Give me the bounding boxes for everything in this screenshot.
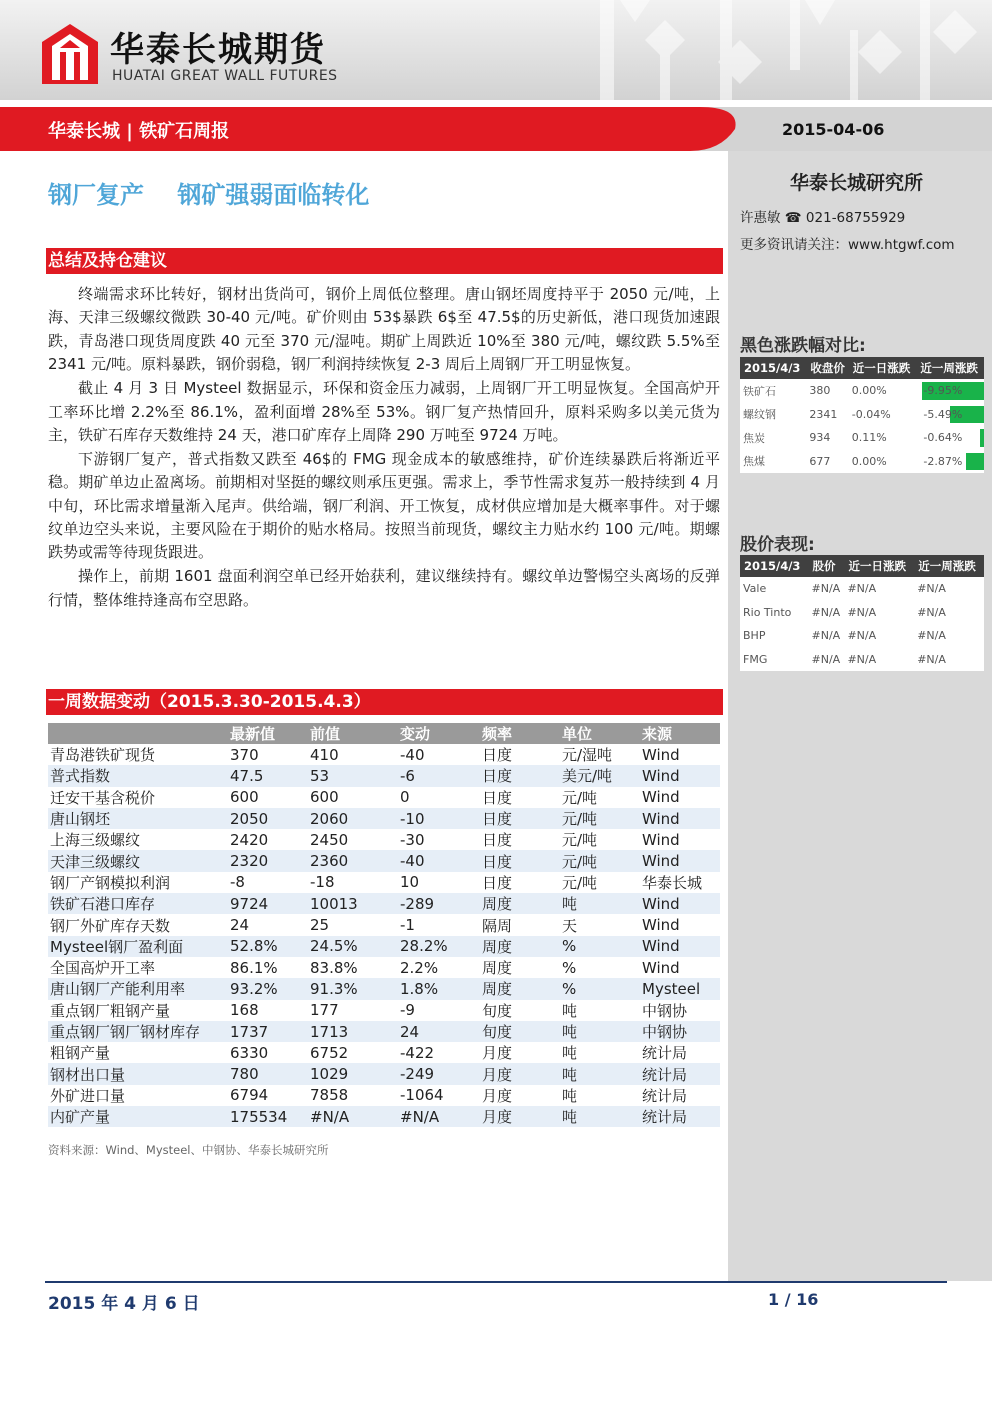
table-cell: 旬度	[480, 1021, 560, 1042]
report-tag: 华泰长城 | 铁矿石周报	[48, 121, 230, 142]
table-cell: 177	[310, 1001, 339, 1020]
table-cell: 168	[230, 1001, 259, 1020]
week-change-value: -9.95%	[923, 384, 963, 398]
table-cell: 380	[809, 384, 831, 398]
table-cell: 元/湿吨	[562, 746, 613, 765]
table-cell: 吨	[560, 893, 640, 914]
table-cell: #N/A	[811, 652, 841, 666]
table-cell: %	[560, 978, 640, 999]
footer-date: 2015 年 4 月 6 日	[48, 1294, 200, 1314]
table-row	[740, 577, 984, 601]
table-cell: 统计局	[640, 1063, 720, 1084]
table-cell: #N/A	[811, 582, 841, 596]
table-cell: 外矿进口量	[50, 1086, 126, 1105]
table-cell: -422	[400, 1043, 435, 1062]
table-row	[48, 850, 720, 871]
table-header: 2015/4/3	[740, 357, 806, 379]
table-cell: 83.8%	[310, 958, 358, 977]
table-cell: #N/A	[917, 629, 946, 643]
table-cell: 元/吨	[560, 850, 640, 871]
summary-body	[48, 283, 720, 613]
table-cell: 上海三级螺纹	[50, 831, 141, 850]
table-cell: 美元/吨	[560, 765, 640, 786]
table-cell: Wind	[640, 850, 720, 871]
week-change-bar	[966, 453, 984, 471]
table-cell: 周度	[480, 936, 560, 957]
table-cell: 元/吨	[562, 873, 598, 892]
table-cell: #N/A	[847, 652, 877, 666]
table-cell: 24.5%	[308, 936, 398, 957]
table-cell: #N/A	[847, 629, 877, 643]
week-change-cell	[916, 403, 984, 427]
table-cell: 吨	[562, 1086, 578, 1105]
black-comparison-table	[740, 357, 984, 473]
table-cell: 2.2%	[400, 958, 439, 977]
table-row	[48, 1063, 720, 1084]
table-cell: 日度	[480, 765, 560, 786]
table-cell: 47.5	[228, 765, 308, 786]
week-change-value: -5.49%	[923, 407, 963, 421]
table-cell: #N/A	[917, 605, 946, 619]
table-cell: 隔周	[482, 916, 513, 935]
table-cell: -30	[400, 830, 425, 849]
table-cell: 旬度	[482, 1001, 513, 1020]
table-cell: 93.2%	[228, 978, 308, 999]
table-cell: 52.8%	[228, 936, 308, 957]
table-row	[48, 744, 720, 765]
table-cell: 2050	[228, 808, 308, 829]
table-cell: 天	[562, 916, 578, 935]
table-cell: 元/吨	[562, 831, 598, 850]
table-cell: 月度	[482, 1086, 513, 1105]
table-header: 前值	[308, 723, 398, 744]
table-cell: -1064	[400, 1086, 444, 1105]
table-cell: 粗钢产量	[50, 1044, 111, 1063]
table-cell: Wind	[640, 765, 720, 786]
table-header: 频率	[480, 723, 560, 744]
table-cell: 2420	[230, 830, 269, 849]
table-cell: 1737	[228, 1021, 308, 1042]
table-cell: 唐山钢坯	[48, 808, 228, 829]
data-source-note: 资料来源：Wind、Mysteel、中钢协、华泰长城研究所	[48, 1143, 329, 1157]
table-cell: #N/A	[811, 629, 841, 643]
sidebar	[728, 151, 992, 1281]
table-cell: Vale	[743, 582, 767, 596]
table-cell: 月度	[482, 1044, 513, 1063]
table-cell: 吨	[560, 1063, 640, 1084]
company-logo-icon	[42, 24, 98, 84]
table-cell: 1029	[308, 1063, 398, 1084]
table-cell: 175534	[228, 1106, 308, 1127]
table-cell: 月度	[480, 1063, 560, 1084]
page-number: 1 / 16	[768, 1290, 819, 1309]
table-cell: BHP	[743, 629, 766, 643]
table-cell: -9	[400, 1001, 415, 1020]
brand-name-en: HUATAI GREAT WALL FUTURES	[112, 68, 338, 84]
table-cell: %	[560, 936, 640, 957]
table-cell: Mysteel	[640, 978, 720, 999]
table-header: 2015/4/3	[740, 555, 809, 577]
table-cell: 0	[400, 788, 410, 807]
table-cell: 677	[809, 454, 831, 468]
week-change-value: -0.64%	[923, 431, 963, 445]
table-cell: #N/A	[398, 1106, 480, 1127]
table-cell: 600	[310, 788, 339, 807]
table-cell: 中钢协	[640, 1021, 720, 1042]
table-cell: Wind	[640, 808, 720, 829]
table-row	[48, 1021, 720, 1042]
table-row	[740, 403, 984, 427]
table-cell: 日度	[482, 831, 513, 850]
stock-performance-title: 股价表现:	[740, 535, 815, 555]
table-cell: Wind	[642, 788, 680, 807]
table-cell: 2360	[308, 850, 398, 871]
table-cell: 中钢协	[642, 1001, 688, 1020]
table-cell: 月度	[480, 1106, 560, 1127]
table-cell: -10	[398, 808, 480, 829]
table-cell: 日度	[482, 746, 513, 765]
table-cell: #N/A	[811, 605, 841, 619]
table-cell: 统计局	[642, 1086, 688, 1105]
table-row	[48, 765, 720, 786]
table-cell: 10	[400, 873, 420, 892]
table-row	[48, 957, 720, 978]
table-cell: 重点钢厂粗钢产量	[50, 1001, 171, 1020]
table-cell: 6752	[310, 1043, 349, 1062]
table-cell: 53	[308, 765, 398, 786]
table-cell: 10013	[308, 893, 398, 914]
analyst-name: 许惠敏	[740, 210, 781, 226]
table-cell: %	[562, 958, 577, 977]
table-cell: 内矿产量	[48, 1106, 228, 1127]
table-cell: 7858	[310, 1086, 349, 1105]
table-cell: 吨	[560, 1106, 640, 1127]
table-cell: 91.3%	[308, 978, 398, 999]
table-cell: 2060	[308, 808, 398, 829]
summary-paragraph: 截止 4 月 3 日 Mysteel 数据显示，环保和资金压力减弱，上周钢厂开工明显恢复。全国高炉开工率环比增 2.2%至 86.1%，盈利面增 28%至 53%。钢厂复产热情回升，原料采购多以美元货为主，铁矿石库存天数维持 24 天，港口矿库存上周降 290 万吨至 9724 万吨。	[48, 379, 720, 444]
table-cell: 9724	[228, 893, 308, 914]
table-cell: 焦煤	[743, 455, 765, 469]
table-row	[48, 1000, 720, 1021]
table-cell: 日度	[480, 808, 560, 829]
table-row	[48, 914, 720, 935]
table-header	[48, 723, 228, 744]
table-cell: 吨	[562, 1044, 578, 1063]
table-cell: -40	[398, 850, 480, 871]
table-cell: 铁矿石港口库存	[48, 893, 228, 914]
website-prefix: 更多资讯请关注：	[740, 237, 848, 253]
table-cell: 日度	[480, 850, 560, 871]
table-cell: 吨	[560, 1021, 640, 1042]
table-row	[48, 936, 720, 957]
table-row	[48, 893, 720, 914]
table-cell: 日度	[482, 788, 513, 807]
stock-performance-table	[740, 555, 984, 671]
table-cell: #N/A	[917, 652, 946, 666]
table-row	[740, 624, 984, 648]
table-cell: 600	[230, 788, 259, 807]
decorative-pattern	[590, 0, 992, 100]
table-cell: Rio Tinto	[743, 605, 792, 619]
table-cell: 周度	[482, 959, 513, 978]
table-header: 近一日涨跌	[849, 357, 917, 379]
table-cell: 统计局	[640, 1106, 720, 1127]
table-row	[48, 1085, 720, 1106]
table-cell: 1713	[308, 1021, 398, 1042]
table-cell: Wind	[642, 916, 680, 935]
table-cell: 6330	[230, 1043, 269, 1062]
table-cell: -8	[230, 873, 245, 892]
table-cell: 934	[809, 431, 831, 445]
headline: 钢厂复产 钢矿强弱面临转化	[48, 181, 370, 209]
brand-name-cn: 华泰长城期货	[110, 30, 326, 70]
table-cell: 日度	[482, 873, 513, 892]
table-row	[48, 1042, 720, 1063]
table-cell: #N/A	[917, 582, 946, 596]
table-cell: 焦炭	[743, 431, 765, 445]
black-comparison-title: 黑色涨跌幅对比:	[740, 336, 866, 356]
footer-divider	[45, 1281, 947, 1283]
section-heading-summary: 总结及持仓建议	[46, 248, 723, 274]
website-link[interactable]: www.htgwf.com	[848, 237, 955, 253]
table-cell: Wind	[642, 830, 680, 849]
table-cell: 25	[310, 916, 330, 935]
table-cell: 0.00%	[851, 454, 887, 468]
table-cell: 吨	[562, 1001, 578, 1020]
table-cell: 铁矿石	[743, 384, 776, 398]
phone-number: 021-68755929	[805, 210, 906, 226]
table-cell: 24	[398, 1021, 480, 1042]
table-cell: 28.2%	[398, 936, 480, 957]
table-cell: #N/A	[847, 605, 877, 619]
week-change-cell	[916, 379, 984, 403]
section-heading-weekly: 一周数据变动（2015.3.30-2015.4.3）	[46, 689, 723, 715]
table-cell: Wind	[642, 958, 680, 977]
table-cell: -249	[398, 1063, 480, 1084]
table-row	[48, 1106, 720, 1127]
summary-paragraph: 终端需求环比转好，钢材出货尚可，钢价上周低位整理。唐山钢坯周度持平于 2050 元/吨，上海、天津三级螺纹微跌 30-40 元/吨。矿价则由 53$暴跌 6$至 47.5$的历史新低，港口现货加速跟跌，青岛港口现货周度跌 40 元至 370 元/湿吨。期矿上周跌近 10%至 380 元/吨，螺纹跌 5.5%至 2341 元/吨。原料暴跌，钢价弱稳，钢厂利润持续恢复 2-3 周后上周钢厂开工明显恢复。	[48, 285, 720, 374]
table-row	[48, 829, 720, 850]
table-cell: 86.1%	[230, 958, 278, 977]
table-cell: 410	[310, 745, 339, 764]
report-date: 2015-04-06	[782, 120, 885, 139]
table-cell: 24	[230, 916, 250, 935]
week-change-cell	[916, 426, 984, 450]
table-row	[48, 872, 720, 893]
week-change-value: -2.87%	[923, 454, 963, 468]
weekly-data-table	[48, 723, 720, 1127]
table-cell: 6794	[230, 1086, 269, 1105]
page-header	[0, 0, 992, 100]
table-cell: -40	[400, 745, 425, 764]
table-cell: -0.04%	[851, 407, 891, 421]
table-cell: Mysteel钢厂盈利面	[48, 936, 228, 957]
table-cell: 唐山钢厂产能利用率	[48, 978, 228, 999]
table-header: 单位	[560, 723, 640, 744]
table-row	[740, 426, 984, 450]
table-cell: 780	[228, 1063, 308, 1084]
table-cell: #N/A	[847, 582, 877, 596]
table-row	[740, 379, 984, 403]
table-cell: 钢材出口量	[48, 1063, 228, 1084]
table-header: 来源	[640, 723, 720, 744]
table-row	[740, 601, 984, 625]
table-row	[48, 808, 720, 829]
table-cell: 元/吨	[560, 808, 640, 829]
table-header: 最新值	[228, 723, 308, 744]
table-cell: 1.8%	[398, 978, 480, 999]
table-header: 近一周涨跌	[914, 555, 984, 577]
table-cell: 迁安干基含税价	[50, 788, 156, 807]
table-cell: 2450	[310, 830, 349, 849]
table-cell: 重点钢厂钢厂钢材库存	[48, 1021, 228, 1042]
table-cell: Wind	[640, 893, 720, 914]
table-cell: FMG	[743, 652, 768, 666]
table-row	[48, 787, 720, 808]
table-row	[740, 450, 984, 474]
table-header: 收盘价	[806, 357, 848, 379]
table-cell: 2320	[228, 850, 308, 871]
table-header: 变动	[398, 723, 480, 744]
table-cell: 2341	[809, 407, 838, 421]
table-cell: 周度	[480, 978, 560, 999]
phone-icon: ☎	[784, 210, 802, 226]
table-cell: -1	[400, 916, 415, 935]
table-cell: 元/吨	[562, 788, 598, 807]
table-row	[48, 978, 720, 999]
contact-line	[740, 206, 905, 226]
table-cell: -18	[310, 873, 335, 892]
table-row	[740, 648, 984, 672]
table-header: 近一周涨跌	[916, 357, 984, 379]
table-header: 股价	[809, 555, 845, 577]
summary-paragraph: 操作上，前期 1601 盘面利润空单已经开始获利，建议继续持有。螺纹单边警惕空头离场的反弹行情，整体维持逢高布空思路。	[48, 567, 720, 609]
table-cell: 0.00%	[851, 384, 887, 398]
institute-name: 华泰长城研究所	[790, 172, 924, 194]
website-line	[740, 233, 955, 253]
table-cell: 全国高炉开工率	[50, 959, 156, 978]
table-cell: 周度	[480, 893, 560, 914]
table-cell: -6	[398, 765, 480, 786]
table-cell: 370	[230, 745, 259, 764]
table-cell: 统计局	[642, 1044, 688, 1063]
table-header: 近一日涨跌	[844, 555, 914, 577]
table-cell: 普式指数	[48, 765, 228, 786]
table-cell: 螺纹钢	[743, 408, 776, 422]
table-cell: -289	[398, 893, 480, 914]
table-cell: 钢厂外矿库存天数	[50, 916, 171, 935]
table-cell: Wind	[642, 745, 680, 764]
summary-paragraph: 下游钢厂复产，普式指数又跌至 46$的 FMG 现金成本的敏感维持，矿价连续暴跌后将渐近平稳。期矿单边止盈离场。前期相对坚挺的螺纹则承压更强。需求上，季节性需求复苏一般持续到 4 月中旬，环比需求增量渐入尾声。供给端，钢厂利润、开工恢复，成材供应增加是大概率事件。对于螺纹单边空头来说，主要风险在于期价的贴水格局。按照当前现货，螺纹主力贴水约 100 元/吨。期螺跌势或需等待现货跟进。	[48, 449, 720, 562]
table-cell: #N/A	[308, 1106, 398, 1127]
week-change-bar	[980, 429, 984, 447]
table-cell: 0.11%	[851, 431, 887, 445]
table-cell: Wind	[640, 936, 720, 957]
table-cell: 青岛港铁矿现货	[50, 746, 156, 765]
table-cell: 天津三级螺纹	[48, 850, 228, 871]
table-cell: 钢厂产钢模拟利润	[50, 873, 171, 892]
week-change-cell	[916, 450, 984, 474]
table-cell: 华泰长城	[642, 873, 703, 892]
